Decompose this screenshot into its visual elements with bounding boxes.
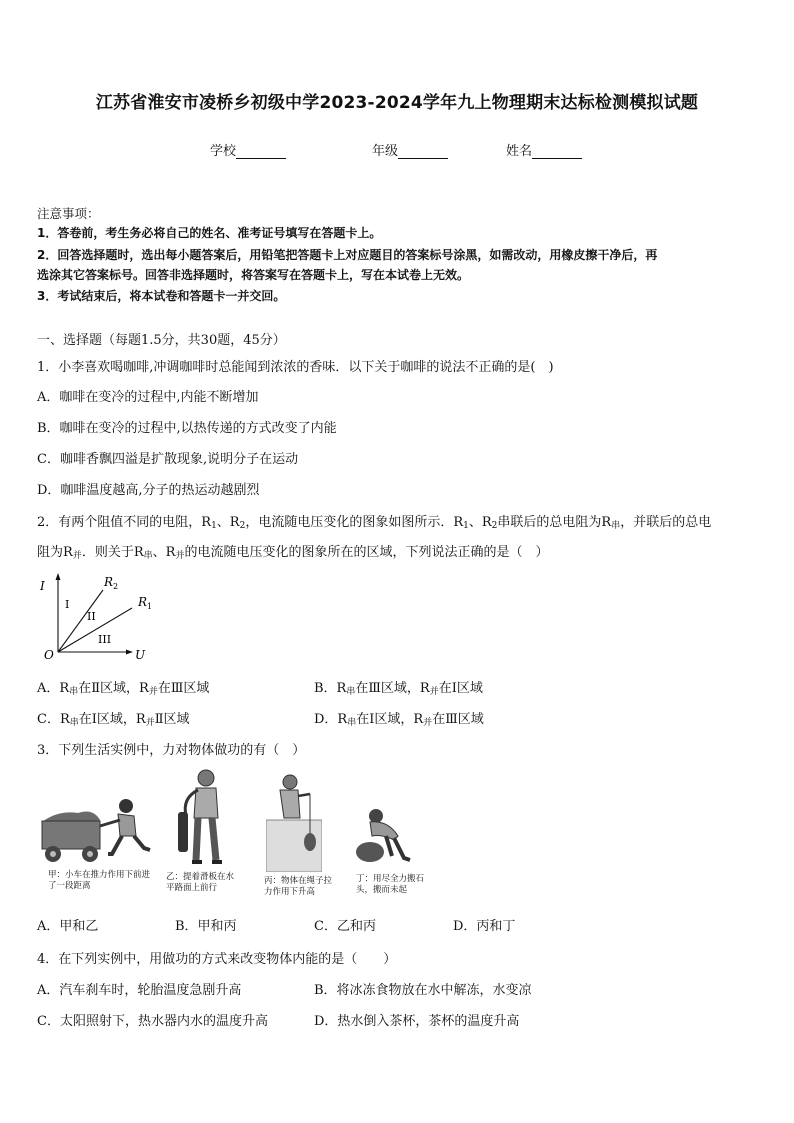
notice-item-1: 1．答卷前，考生务必将自己的姓名、准考证号填写在答题卡上。 — [37, 226, 382, 240]
q3-option-c: C．乙和丙 — [314, 919, 376, 934]
q2-stem-line1: 2．有两个阻值不同的电阻，$R_1$、$R_2$，电流随电压变化的图象如图所示．$R_1$、$R_2$串联后的总电阻为$R_串$，并联后的总电 — [37, 515, 712, 531]
r1-label: $R_1$ — [138, 595, 153, 611]
i-axis-arrow — [56, 573, 61, 580]
name-blank — [532, 144, 582, 159]
q3-caption-1: 甲：小车在推力作用下前进了一段距离 — [48, 870, 151, 891]
i-axis-label: I — [40, 579, 45, 593]
u-axis-label: U — [135, 648, 146, 662]
grade-label: 年级 — [372, 144, 399, 159]
q2-option-a: A．$R_串$在Ⅱ区域，$R_并$在Ⅲ区域 — [37, 681, 210, 697]
q4-stem: 4．在下列实例中，用做功的方式来改变物体内能的是（ ） — [37, 952, 397, 967]
q3-option-b: B．甲和丙 — [175, 919, 237, 934]
notice-item-2a: 2．回答选择题时，选出每小题答案后，用铅笔把答题卡上对应题目的答案标号涂黑，如需改动，用橡皮擦干净后，再 — [37, 248, 658, 262]
q3-picture-rope — [266, 772, 322, 872]
q3-picture-rock — [352, 806, 414, 870]
q3-caption-3: 丙：物体在绳子拉力作用下升高 — [264, 876, 333, 897]
school-label: 学校 — [210, 144, 237, 159]
section-heading: 一、选择题（每题1.5分，共30题，45分） — [37, 333, 286, 348]
q1-option-d: D．咖啡温度越高,分子的热运动越剧烈 — [37, 483, 260, 498]
q3-option-d: D．丙和丁 — [453, 919, 516, 934]
q3-stem: 3．下列生活实例中，力对物体做功的有（ ） — [37, 743, 306, 758]
q3-picture-skateboard — [172, 768, 232, 868]
region-2: II — [87, 610, 96, 623]
q4-option-a: A．汽车刹车时，轮胎温度急剧升高 — [37, 983, 242, 998]
notice-heading: 注意事项： — [37, 206, 100, 221]
q3-option-a: A．甲和乙 — [37, 919, 99, 934]
q2-option-c: C．$R_串$在Ⅰ区域，$R_并Ⅱ$区域 — [37, 712, 190, 728]
iu-graph — [36, 570, 166, 665]
page-title: 江苏省淮安市凌桥乡初级中学2023-2024学年九上物理期末达标检测模拟试题 — [95, 93, 699, 113]
notice-item-2b: 选涂其它答案标号。回答非选择题时，将答案写在答题卡上，写在本试卷上无效。 — [37, 268, 470, 282]
region-3: III — [98, 633, 112, 646]
u-axis-arrow — [126, 650, 133, 655]
q4-option-c: C．太阳照射下，热水器内水的温度升高 — [37, 1014, 268, 1029]
q1-option-b: B．咖啡在变冷的过程中,以热传递的方式改变了内能 — [37, 421, 337, 436]
q1-stem: 1．小李喜欢喝咖啡,冲调咖啡时总能闻到浓浓的香味．以下关于咖啡的说法不正确的是( ) — [37, 360, 554, 375]
school-field — [210, 140, 286, 159]
q2-option-b: B．$R_串$在Ⅲ区域，$R_并$在Ⅰ区域 — [314, 681, 483, 697]
notice-item-3: 3．考试结束后，将本试卷和答题卡一并交回。 — [37, 289, 286, 303]
grade-blank — [398, 144, 448, 159]
r2-label: $R_2$ — [104, 575, 119, 591]
grade-field — [372, 140, 448, 159]
q2-stem-line2: 阻为$R_并$．则关于$R_串$、$R_并$的电流随电压变化的图象所在的区域，下列说法正确的是（ ） — [37, 545, 549, 561]
q2-option-d: D．$R_串$在Ⅰ区域，$R_并$在Ⅲ区域 — [314, 712, 484, 728]
q3-picture-cart — [38, 780, 158, 868]
q3-caption-2: 乙：提着滑板在水平路面上前行 — [166, 872, 235, 893]
region-1: I — [65, 598, 70, 611]
q1-option-c: C．咖啡香飘四溢是扩散现象,说明分子在运动 — [37, 452, 299, 467]
q4-option-d: D．热水倒入茶杯，茶杯的温度升高 — [314, 1014, 520, 1029]
q3-caption-4: 丁：用尽全力搬石头，搬而未起 — [356, 874, 425, 895]
origin-label: O — [44, 648, 54, 662]
school-blank — [236, 144, 286, 159]
q1-option-a: A．咖啡在变冷的过程中,内能不断增加 — [37, 390, 259, 405]
name-label: 姓名 — [506, 144, 533, 159]
name-field — [506, 140, 582, 159]
q4-option-b: B．将冰冻食物放在水中解冻，水变凉 — [314, 983, 532, 998]
